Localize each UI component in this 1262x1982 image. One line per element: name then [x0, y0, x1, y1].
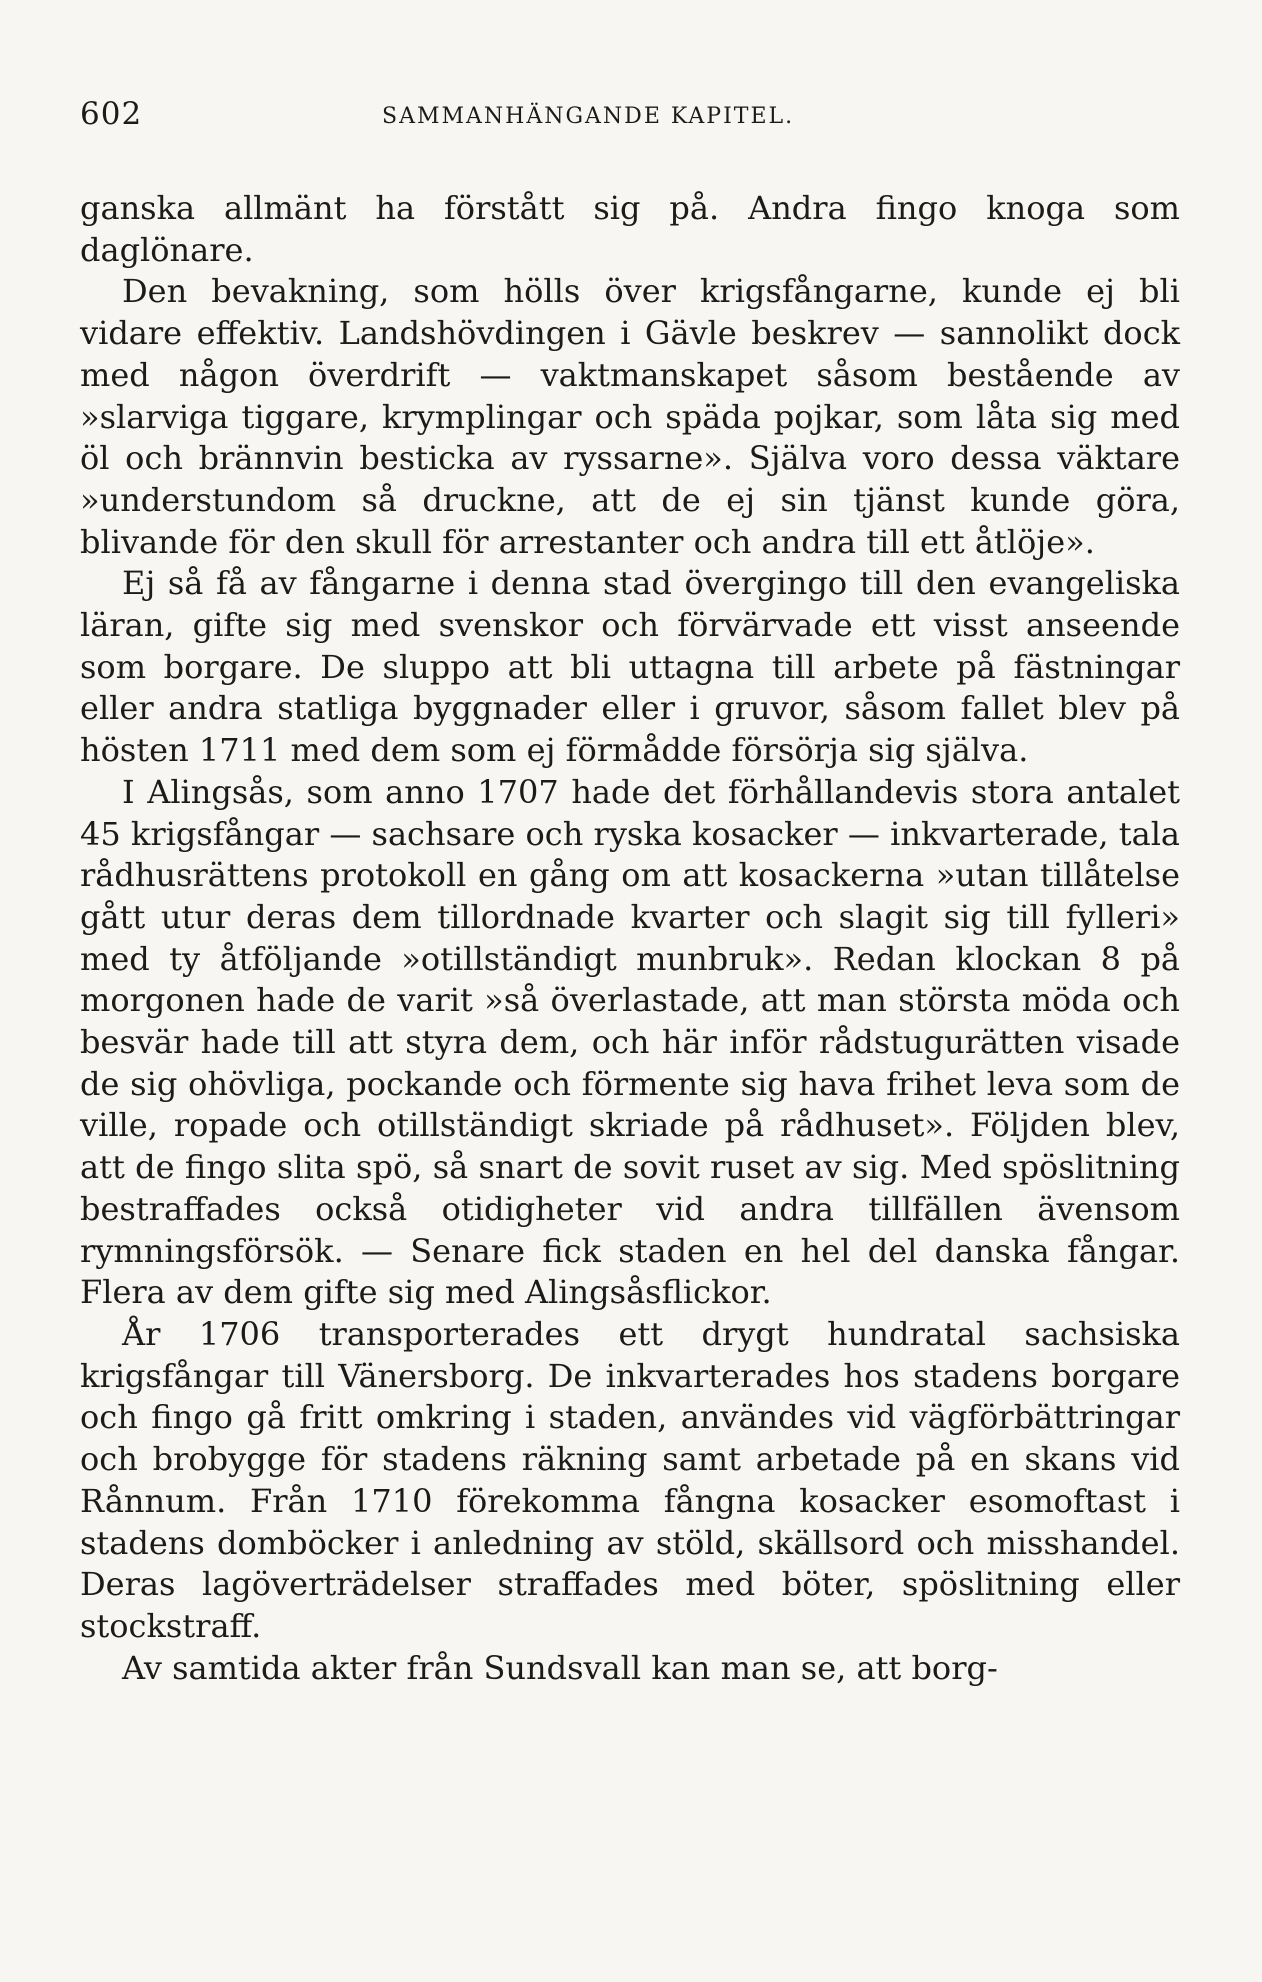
paragraph-conversion: Ej så få av fångarne i denna stad övergingo till den evangeliska läran, gifte sig med svenskor och förvärvade ett visst anseende som borgare. De sluppo att bli uttagna till arbete på fästningar eller andra statliga byggnader eller i gruvor, såsom fallet blev på hösten 1711 med dem som ej förmådde försörja sig själva.	[80, 564, 1180, 770]
chapter-title: SAMMANHÄNGANDE KAPITEL.	[382, 104, 795, 129]
paragraph-continued: ganska allmänt ha förstått sig på. Andra fingo knoga som daglönare.	[80, 189, 1180, 269]
body-text	[80, 188, 1180, 1689]
paragraph-sundsvall: Av samtida akter från Sundsvall kan man se, att borg-	[122, 1648, 998, 1687]
paragraph-vanersborg: År 1706 transporterades ett drygt hundratal sachsiska krigsfångar till Vänersborg. De inkvarterades hos stadens borgare och fingo gå fritt omkring i staden, användes vid vägförbättringar och brobygge för stadens räkning samt arbetade på en skans vid Rånnum. Från 1710 förekomma fångna kosacker esomoftast i stadens domböcker i anledning av stöld, skällsord och misshandel. Deras lagöverträdelser straffades med böter, spöslitning eller stockstraff.	[80, 1314, 1180, 1645]
running-head	[80, 96, 1180, 140]
paragraph-guarding: Den bevakning, som hölls över krigsfångarne, kunde ej bli vidare effektiv. Landshövdingen i Gävle beskrev — sannolikt dock med någon överdrift — vaktmanskapet såsom bestående av »slarviga tiggare, krymplingar och späda pojkar, som låta sig med öl och brännvin besticka av ryssarne». Själva voro dessa väktare »understundom så druckne, att de ej sin tjänst kunde göra, blivande för den skull för arrestanter och andra till ett åtlöje».	[80, 272, 1180, 561]
page-number: 602	[80, 96, 143, 132]
paragraph-alingsas: I Alingsås, som anno 1707 hade det förhållandevis stora antalet 45 krigsfångar — sachsare och ryska kosacker — inkvarterade, tala rådhusrättens protokoll en gång om att kosackerna »utan tillåtelse gått utur deras dem tillordnade kvarter och slagit sig till fylleri» med ty åtföljande »otillständigt munbruk». Redan klockan 8 på morgonen hade de varit »så överlastade, att man största möda och besvär hade till att styra dem, och här inför rådstugurätten visade de sig ohövliga, pockande och förmente sig hava frihet leva som de ville, ropade och otillständigt skriade på rådhuset». Följden blev, att de fingo slita spö, så snart de sovit ruset av sig. Med spöslitning bestraffades också otidigheter vid andra tillfällen ävensom rymningsförsök. — Senare fick staden en hel del danska fångar. Flera av dem gifte sig med Alingsåsflickor.	[80, 772, 1180, 1312]
book-page	[80, 96, 1180, 1689]
